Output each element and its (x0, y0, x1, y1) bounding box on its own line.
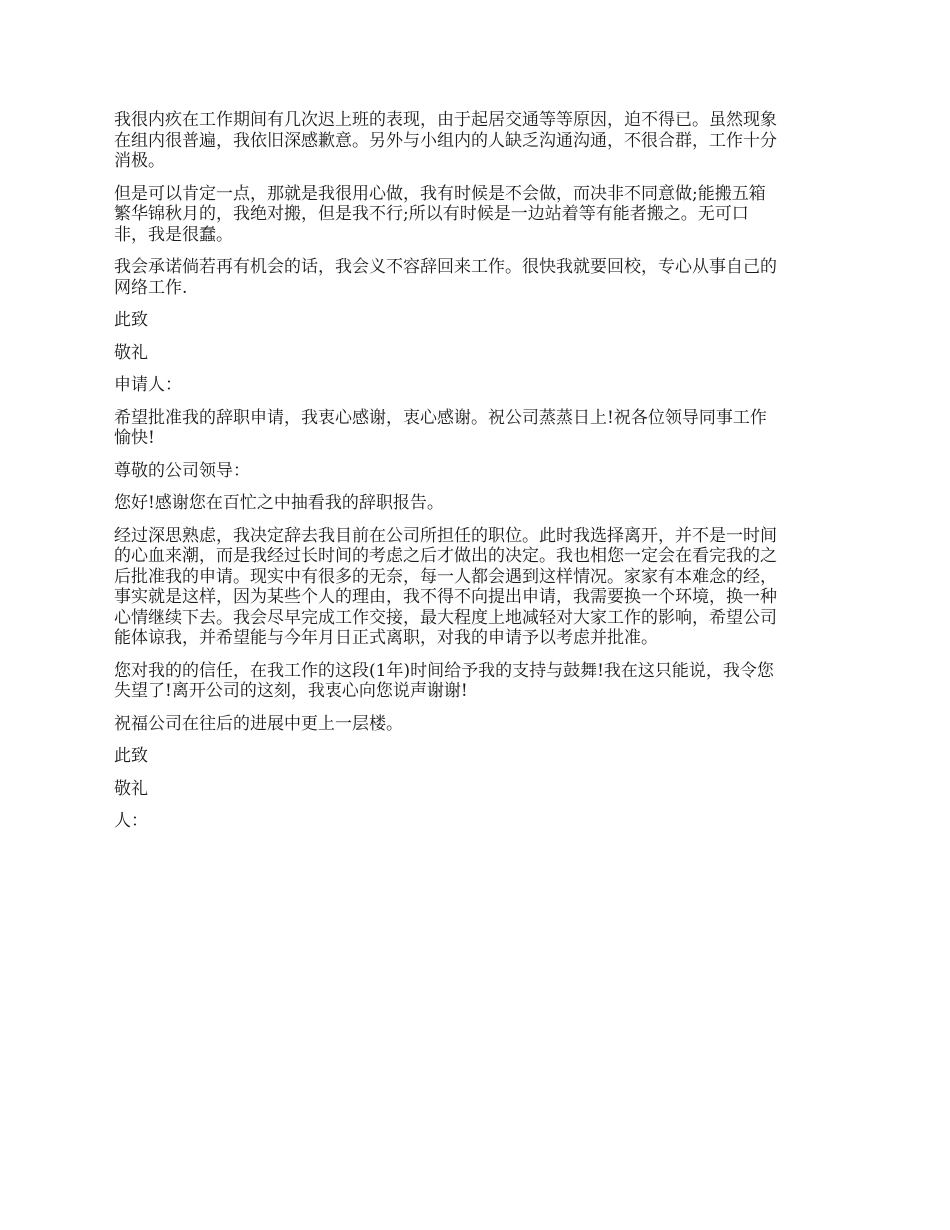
closing-cizhi-2: 此致 (114, 746, 148, 766)
paragraph-greeting: 您好!感谢您在百忙之中抽看我的辞职报告。 (114, 493, 444, 513)
salutation: 尊敬的公司领导： (114, 460, 250, 481)
signature-applicant: 申请人： (114, 375, 182, 395)
closing-cizhi: 此致 (114, 310, 148, 330)
closing-jingli: 敬礼 (114, 342, 148, 363)
document-body (114, 110, 840, 844)
paragraph-apology-lateness: 我很内疚在工作期间有几次迟上班的表现，由于起居交通等等原因，迫不得已。虽然现象 在组内很普遍，我依旧深感歉意。另外与小组内的人缺乏沟通沟通，不很合群，工作十分 消极。 (114, 110, 777, 171)
signature-person: 人： (114, 811, 148, 831)
paragraph-thanks: 您对我的的信任，在我工作的这段(1年)时间给予我的支持与鼓舞!我在这只能说，我令您 失望了!离开公司的这刻，我衷心向您说声谢谢! (114, 660, 774, 701)
paragraph-effort: 但是可以肯定一点，那就是我很用心做，我有时候是不会做，而决非不同意做;能搬五箱 繁华锦秋月的，我绝对搬，但是我不行;所以有时候是一边站着等有能者搬之。无可口 非，我是很蠢。 (114, 183, 766, 245)
paragraph-promise: 我会承诺倘若再有机会的话，我会义不容辞回来工作。很快我就要回校，专心从事自己的 网络工作. (114, 257, 777, 298)
closing-jingli-2: 敬礼 (114, 778, 148, 799)
paragraph-blessing: 祝福公司在往后的进展中更上一层楼。 (114, 713, 403, 734)
paragraph-decision: 经过深思熟虑，我决定辞去我目前在公司所担任的职位。此时我选择离开，并不是一时间 的心血来潮，而是我经过长时间的考虑之后才做出的决定。我也相您一定会在看完我的之 后批准我的申请。现实中有很多的无奈，每一人都会遇到这样情况。家家有本难念的经， 事实就是这样，因为某些个人的理由，我不得不向提出申请，我需要换一个环境，换一种 心情继续下去。我会尽早完成工作交接，最大程度上地减轻对大家工作的影响，希望公司 能体谅我，并希望能与今年月日正式离职，对我的申请予以考虑并批准。 (114, 525, 777, 648)
paragraph-wishes: 希望批准我的辞职申请，我衷心感谢，衷心感谢。祝公司蒸蒸日上!祝各位领导同事工作 愉快! (114, 407, 767, 448)
